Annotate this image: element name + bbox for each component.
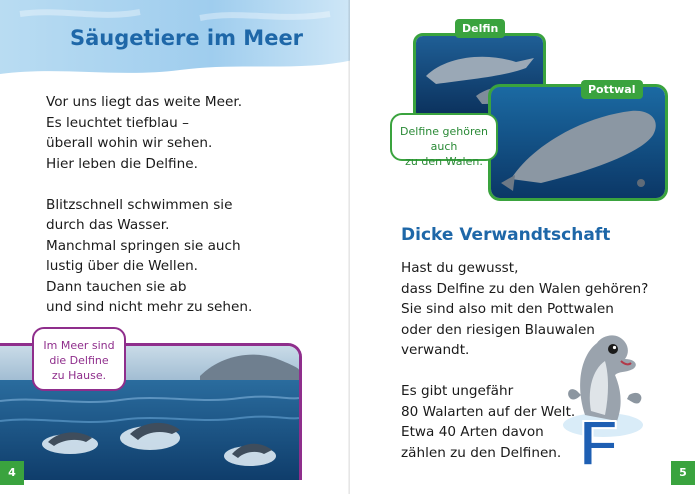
callout-line: Im Meer sind	[43, 339, 115, 352]
text-line: Dann tauchen sie ab	[46, 278, 187, 295]
section-heading: Dicke Verwandtschaft	[401, 225, 611, 245]
text-line: Es leuchtet tiefblau –	[46, 114, 189, 131]
page-number-right: 5	[671, 461, 695, 485]
text-line: durch das Wasser.	[46, 217, 170, 233]
text-line: Blitzschnell schwimmen sie	[46, 196, 233, 213]
text-line: dass Delfine zu den Walen gehören?	[401, 280, 649, 297]
callout-line: zu den Walen.	[405, 155, 483, 168]
delfin-tag: Delfin	[455, 19, 505, 38]
text-line: Hier leben die Delfine.	[46, 155, 198, 172]
callout-line: Delfine gehören auch	[400, 125, 488, 153]
callout-line: zu Hause.	[51, 369, 107, 382]
text-line: und sind nicht mehr zu sehen.	[46, 299, 253, 315]
text-line: Etwa 40 Arten davon	[401, 424, 544, 440]
page-title: Säugetiere im Meer	[70, 26, 304, 50]
text-line: Es gibt ungefähr	[401, 383, 514, 399]
meer-callout	[32, 327, 126, 391]
text-line: Manchmal springen sie auch	[46, 237, 241, 254]
mascot-letter: F	[579, 407, 619, 470]
wale-callout	[390, 113, 498, 168]
callout-line: die Delfine	[49, 354, 109, 367]
text-line: verwandt.	[401, 342, 470, 358]
text-line: Sie sind also mit den Pottwalen	[401, 301, 614, 317]
text-line: Vor uns liegt das weite Meer.	[46, 94, 243, 110]
text-line: überall wohin wir sehen.	[46, 135, 213, 151]
text-line: lustig über die Wellen.	[46, 258, 199, 274]
text-line: oder den riesigen Blauwalen	[401, 321, 595, 338]
text-line: Hast du gewusst,	[401, 260, 519, 276]
left-body-text	[46, 92, 252, 318]
pottwal-tag: Pottwal	[581, 80, 643, 99]
text-line: 80 Walarten auf der Welt.	[401, 403, 576, 420]
page-number-left: 4	[0, 461, 24, 485]
text-line: zählen zu den Delfinen.	[401, 444, 562, 461]
dolphin-mascot-icon	[555, 325, 655, 470]
pottwal-photo	[488, 84, 668, 201]
